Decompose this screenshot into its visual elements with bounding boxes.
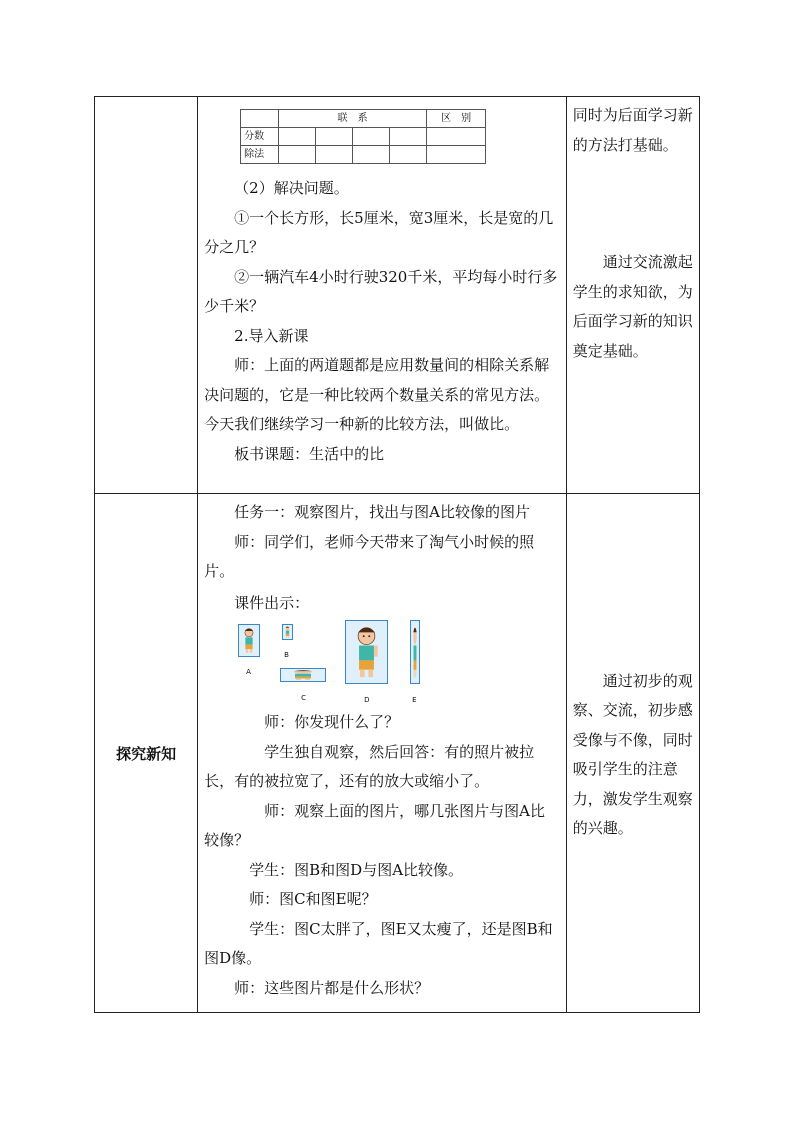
child-image bbox=[346, 621, 387, 683]
figure-label: E bbox=[412, 696, 417, 704]
paragraph: 师：你发现什么了？ bbox=[264, 713, 400, 731]
paragraph: 师：观察上面的图片，哪几张图片与图A比较像？ bbox=[204, 801, 545, 849]
child-image bbox=[411, 621, 419, 683]
paragraph: 板书课题：生活中的比 bbox=[234, 444, 385, 463]
figure-e bbox=[410, 620, 420, 684]
paragraph: 师：同学们，老师今天带来了淘气小时候的照片。 bbox=[204, 532, 535, 580]
paragraph: 课件出示： bbox=[234, 593, 310, 612]
figure-label: B bbox=[284, 651, 289, 659]
intent-text: 同时为后面学习新的方法打基础。 bbox=[572, 106, 693, 154]
lesson-plan-table bbox=[94, 96, 700, 1013]
paragraph: 师：图C和图E呢？ bbox=[249, 890, 377, 908]
paragraph: 师：上面的两道题都是应用数量间的相除关系解决问题的，它是一种比较两个数量关系的常见方法。今天我们继续学习一种新的比较方法，叫做比。 bbox=[204, 356, 550, 433]
stage-cell: 探究新知 bbox=[95, 494, 198, 1013]
figure-c bbox=[280, 668, 326, 682]
paragraph: 学生：图B和图D与图A比较像。 bbox=[249, 860, 464, 879]
figure-a bbox=[238, 624, 260, 657]
intent-text: 通过初步的观察、交流，初步感受像与不像，同时吸引学生的注意力，激发学生观察的兴趣。 bbox=[572, 671, 693, 837]
process-cell bbox=[198, 494, 567, 1013]
design-intent-cell bbox=[566, 494, 699, 1013]
paragraph: 2.导入新课 bbox=[234, 326, 309, 345]
paragraph: （2）解决问题。 bbox=[234, 179, 349, 197]
figure-d bbox=[345, 620, 388, 684]
figure-b bbox=[282, 624, 293, 640]
child-image bbox=[281, 669, 325, 681]
header-difference: 区 别 bbox=[427, 110, 486, 128]
child-image bbox=[239, 625, 259, 656]
table-row bbox=[95, 494, 700, 1013]
paragraph: 师：这些图片都是什么形状？ bbox=[234, 978, 430, 997]
stage-cell-empty bbox=[95, 97, 198, 494]
paragraph: 学生独自观察，然后回答：有的照片被拉长，有的被拉宽了，还有的放大或缩小了。 bbox=[204, 742, 535, 790]
table-row bbox=[95, 97, 700, 494]
child-image bbox=[283, 625, 292, 639]
paragraph: 学生：图C太胖了，图E又太瘦了，还是图B和图D像。 bbox=[204, 919, 553, 967]
row-label-division: 除法 bbox=[241, 146, 279, 164]
figure-label: A bbox=[246, 668, 251, 676]
header-connection: 联 系 bbox=[279, 110, 427, 128]
design-intent-cell bbox=[566, 97, 699, 494]
figure-label: D bbox=[364, 696, 370, 704]
process-cell bbox=[198, 97, 567, 494]
row-label-fraction: 分数 bbox=[241, 128, 279, 146]
paragraph: ①一个长方形，长5厘米，宽3厘米，长是宽的几分之几？ bbox=[204, 208, 554, 256]
paragraph: 任务一：观察图片，找出与图A比较像的图片 bbox=[234, 503, 530, 521]
figure-group bbox=[204, 620, 558, 702]
intent-text: 通过交流激起学生的求知欲，为后面学习新的知识奠定基础。 bbox=[572, 253, 693, 360]
figure-label: C bbox=[301, 694, 307, 702]
compare-table bbox=[240, 109, 486, 164]
paragraph: ②一辆汽车4小时行驶320千米，平均每小时行多少千米？ bbox=[204, 267, 558, 315]
